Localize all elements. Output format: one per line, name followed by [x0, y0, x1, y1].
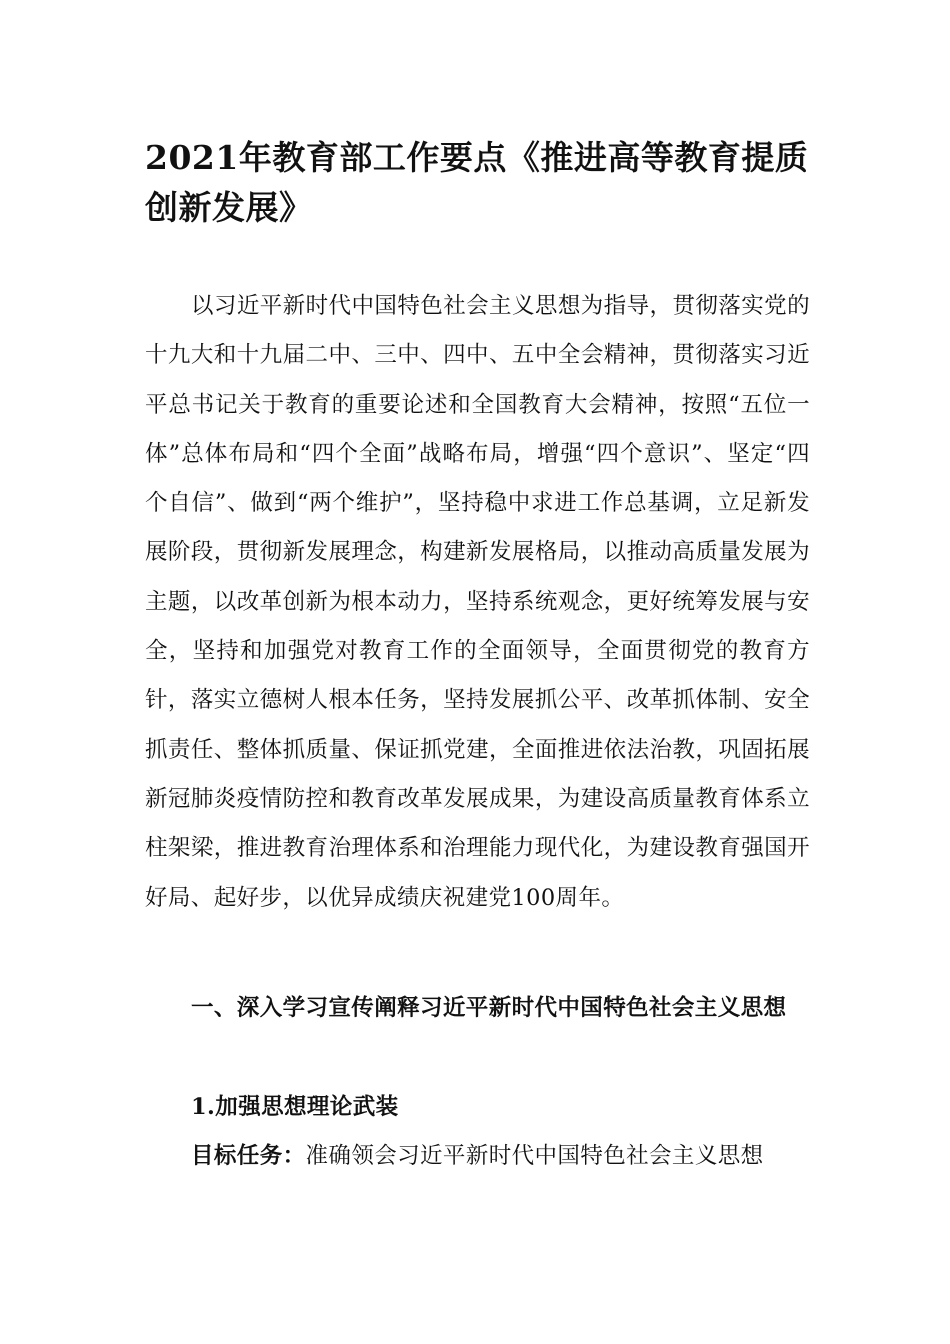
document-title: 2021年教育部工作要点《推进高等教育提质创新发展》 — [145, 138, 809, 227]
subsection-heading: 1.加强思想理论武装 — [191, 1094, 399, 1120]
intro-paragraph: 以习近平新时代中国特色社会主义思想为指导，贯彻落实党的十九大和十九届二中、三中、四中、五中全会精神，贯彻落实习近平总书记关于教育的重要论述和全国教育大会精神，按照“五位一体”总体布局和“四个全面”战略布局，增强“四个意识”、坚定“四个自信”、做到“两个维护”，坚持稳中求进工作总基调，立足新发展阶段，贯彻新发展理念，构建新发展格局，以推动高质量发展为主题，以改革创新为根本动力，坚持系统观念，更好统筹发展与安全，坚持和加强党对教育工作的全面领导，全面贯彻党的教育方针，落实立德树人根本任务，坚持发展抓公平、改革抓体制、安全抓责任、整体抓质量、保证抓党建，全面推进依法治教，巩固拓展新冠肺炎疫情防控和教育改革发展成果，为建设高质量教育体系立柱架梁，推进教育治理体系和治理能力现代化，为建设教育强国开好局、起好步，以优异成绩庆祝建党100周年。 — [145, 293, 810, 911]
section-heading: 一、深入学习宣传阐释习近平新时代中国特色社会主义思想 — [191, 995, 787, 1021]
task-line — [191, 1132, 811, 1181]
task-label: 目标任务： — [191, 1143, 306, 1169]
task-text: 准确领会习近平新时代中国特色社会主义思想 — [305, 1143, 764, 1169]
